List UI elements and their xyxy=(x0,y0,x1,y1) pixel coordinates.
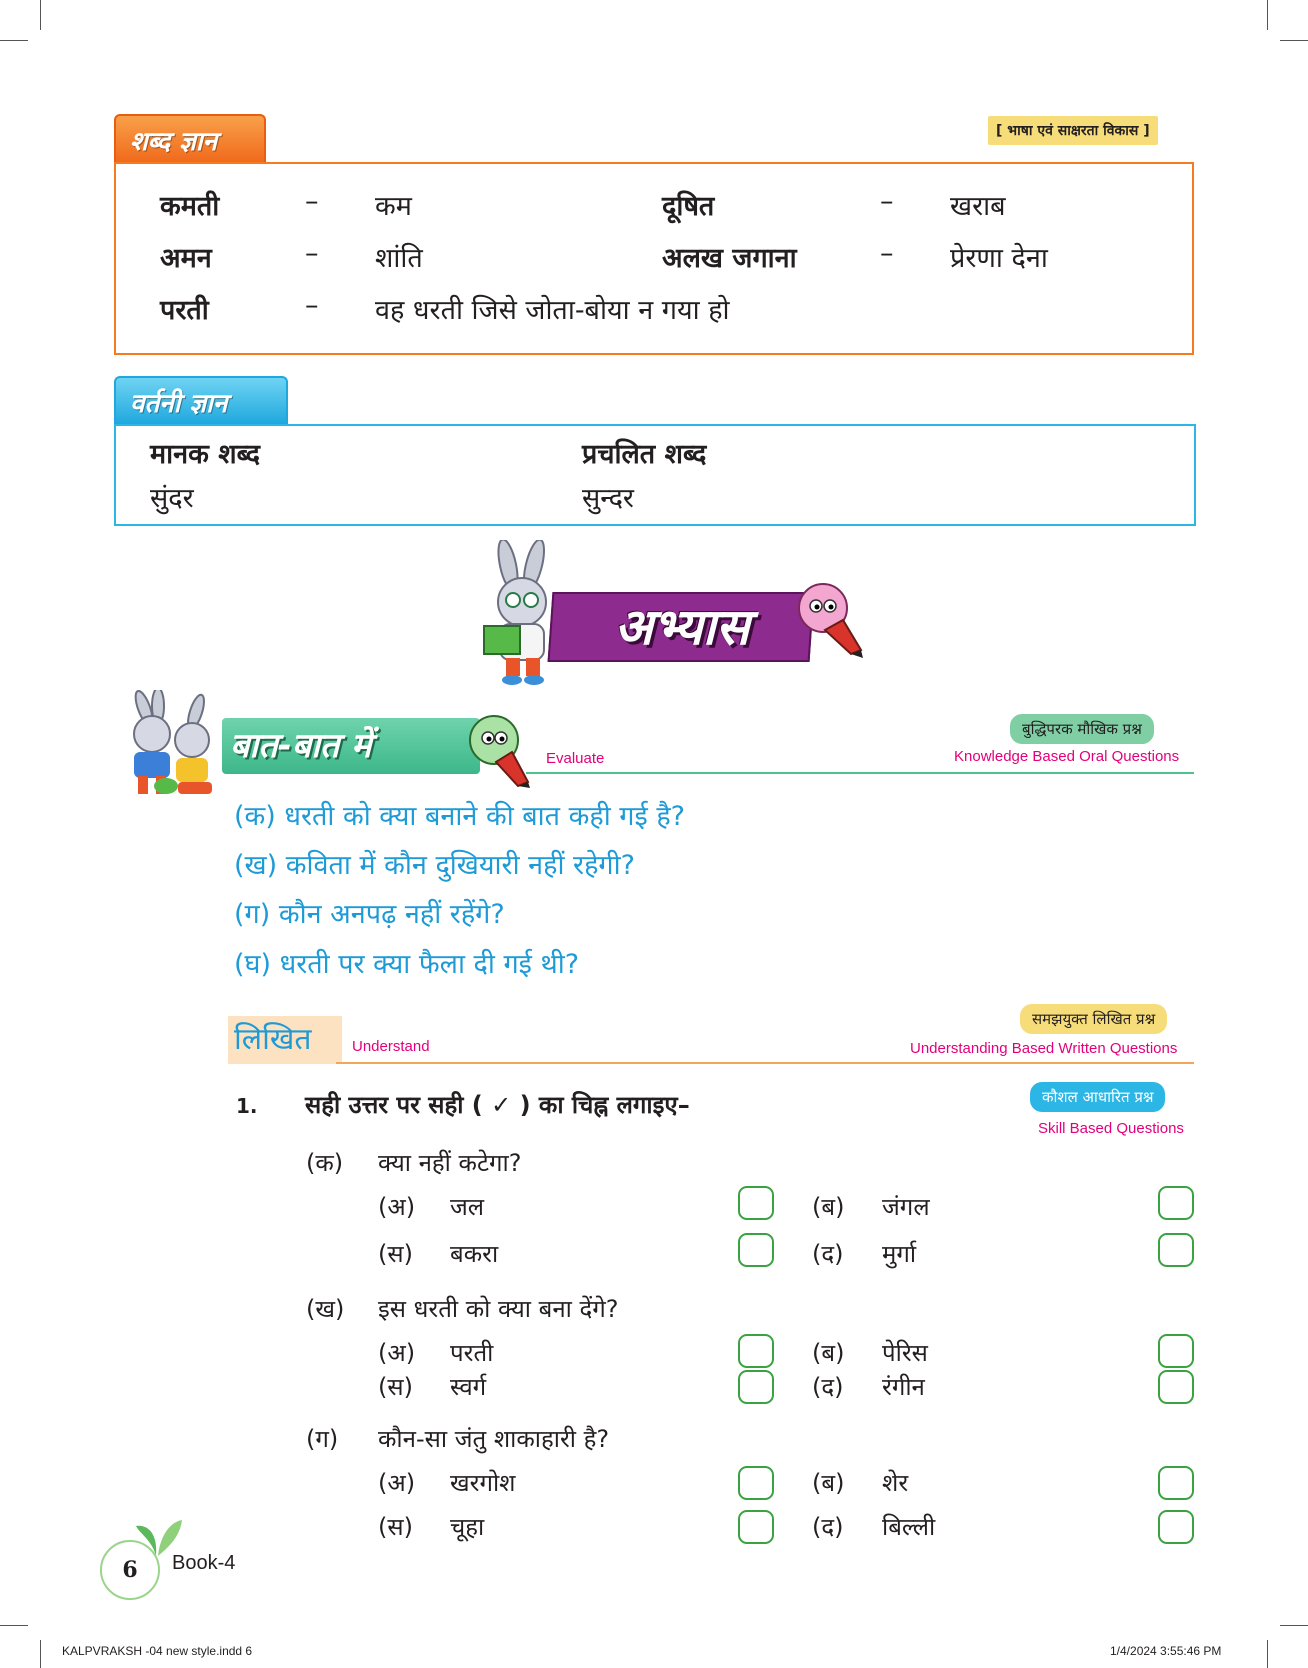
page-number: 6 xyxy=(122,1557,138,1583)
option-text: परती xyxy=(450,1339,494,1367)
written-questions-badge: समझयुक्त लिखित प्रश्न xyxy=(1020,1004,1167,1034)
answer-checkbox[interactable] xyxy=(1158,1510,1194,1544)
option-text: खरगोश xyxy=(450,1469,516,1497)
column-head: प्रचलित शब्द xyxy=(582,439,707,470)
written-questions-subtitle: Understanding Based Written Questions xyxy=(910,1040,1178,1057)
crop-mark xyxy=(1280,40,1308,41)
meaning: कम xyxy=(375,191,412,222)
option-label: (द) xyxy=(812,1373,844,1401)
word: परती xyxy=(160,295,209,326)
literacy-tag: [ भाषा एवं साक्षरता विकास ] xyxy=(988,116,1158,145)
sub-question-label: (क) xyxy=(306,1149,344,1177)
likhit-title: लिखित xyxy=(228,1016,342,1064)
meaning: खराब xyxy=(950,191,1006,222)
baat-baat-title: बात-बात में xyxy=(230,726,372,766)
question-number: 1. xyxy=(236,1094,258,1118)
shabd-gyan-title: शब्द ज्ञान xyxy=(114,114,266,162)
answer-checkbox[interactable] xyxy=(738,1510,774,1544)
sub-question-text: इस धरती को क्या बना देंगे? xyxy=(378,1295,619,1323)
option-label: (ब) xyxy=(812,1339,845,1367)
option-text: जंगल xyxy=(882,1193,930,1221)
option-text: पेरिस xyxy=(882,1339,928,1367)
option-text: स्वर्ग xyxy=(450,1373,487,1401)
meaning: प्रेरणा देना xyxy=(950,243,1048,274)
word: कमती xyxy=(160,191,220,222)
sub-question-label: (ग) xyxy=(306,1425,339,1453)
answer-checkbox[interactable] xyxy=(1158,1370,1194,1404)
crop-mark xyxy=(1280,1625,1308,1626)
section-rule xyxy=(526,772,1194,774)
understand-label: Understand xyxy=(352,1038,430,1055)
oral-questions-badge: बुद्धिपरक मौखिक प्रश्न xyxy=(1010,714,1154,744)
word: अमन xyxy=(160,243,212,274)
book-label: Book-4 xyxy=(172,1552,236,1574)
option-label: (स) xyxy=(378,1513,413,1541)
option-label: (द) xyxy=(812,1240,844,1268)
answer-checkbox[interactable] xyxy=(1158,1334,1194,1368)
oral-question: (ग) कौन अनपढ़ नहीं रहेंगे? xyxy=(234,899,505,930)
skill-questions-subtitle: Skill Based Questions xyxy=(1038,1120,1184,1137)
common-word: सुन्दर xyxy=(582,483,634,514)
dash: – xyxy=(305,290,319,321)
crop-mark xyxy=(1267,1640,1268,1668)
option-label: (अ) xyxy=(378,1339,416,1367)
option-label: (ब) xyxy=(812,1193,845,1221)
option-label: (स) xyxy=(378,1373,413,1401)
pencil-mascot-icon xyxy=(466,708,532,788)
answer-checkbox[interactable] xyxy=(1158,1186,1194,1220)
meaning: शांति xyxy=(375,243,423,274)
option-label: (ब) xyxy=(812,1469,845,1497)
vartani-gyan-title: वर्तनी ज्ञान xyxy=(114,376,288,424)
sub-question-text: क्या नहीं कटेगा? xyxy=(378,1149,522,1177)
option-text: शेर xyxy=(882,1469,909,1497)
answer-checkbox[interactable] xyxy=(1158,1466,1194,1500)
answer-checkbox[interactable] xyxy=(1158,1233,1194,1267)
option-label: (अ) xyxy=(378,1469,416,1497)
dash: – xyxy=(880,238,894,269)
section-rule xyxy=(336,1062,1194,1064)
answer-checkbox[interactable] xyxy=(738,1370,774,1404)
crop-mark xyxy=(40,1640,41,1668)
answer-checkbox[interactable] xyxy=(738,1466,774,1500)
two-rabbits-illustration xyxy=(110,690,228,800)
answer-checkbox[interactable] xyxy=(738,1334,774,1368)
option-label: (स) xyxy=(378,1240,413,1268)
pencil-mascot-icon xyxy=(795,578,865,658)
oral-questions-subtitle: Knowledge Based Oral Questions xyxy=(954,748,1180,765)
option-text: बकरा xyxy=(450,1240,499,1268)
sub-question-text: कौन-सा जंतु शाकाहारी है? xyxy=(378,1425,610,1453)
sub-question-label: (ख) xyxy=(306,1295,345,1323)
meaning: वह धरती जिसे जोता-बोया न गया हो xyxy=(375,295,730,326)
oral-question: (घ) धरती पर क्या फैला दी गई थी? xyxy=(234,949,580,980)
word: दूषित xyxy=(662,191,715,222)
option-text: बिल्ली xyxy=(882,1513,936,1541)
crop-mark xyxy=(1267,0,1268,30)
oral-question: (क) धरती को क्या बनाने की बात कही गई है? xyxy=(234,801,686,832)
column-head: मानक शब्द xyxy=(150,439,260,470)
answer-checkbox[interactable] xyxy=(738,1233,774,1267)
option-text: मुर्गा xyxy=(882,1240,917,1268)
option-label: (अ) xyxy=(378,1193,416,1221)
file-info: KALPVRAKSH -04 new style.indd 6 xyxy=(62,1644,253,1658)
answer-checkbox[interactable] xyxy=(738,1186,774,1220)
question-text: सही उत्तर पर सही ( ✓ ) का चिह्न लगाइए– xyxy=(305,1091,690,1119)
option-text: जल xyxy=(450,1193,485,1221)
crop-mark xyxy=(0,1625,28,1626)
crop-mark xyxy=(0,40,28,41)
word: अलख जगाना xyxy=(662,243,797,274)
option-text: चूहा xyxy=(450,1513,485,1541)
oral-question: (ख) कविता में कौन दुखियारी नहीं रहेगी? xyxy=(234,850,635,881)
option-text: रंगीन xyxy=(882,1373,925,1401)
evaluate-label: Evaluate xyxy=(546,750,605,767)
abhyas-title: अभ्यास xyxy=(614,598,750,656)
dash: – xyxy=(305,238,319,269)
standard-word: सुंदर xyxy=(150,483,194,514)
dash: – xyxy=(880,186,894,217)
option-label: (द) xyxy=(812,1513,844,1541)
skill-questions-badge: कौशल आधारित प्रश्न xyxy=(1030,1082,1165,1112)
print-date: 1/4/2024 3:55:46 PM xyxy=(1110,1644,1222,1658)
dash: – xyxy=(305,186,319,217)
crop-mark xyxy=(40,0,41,30)
